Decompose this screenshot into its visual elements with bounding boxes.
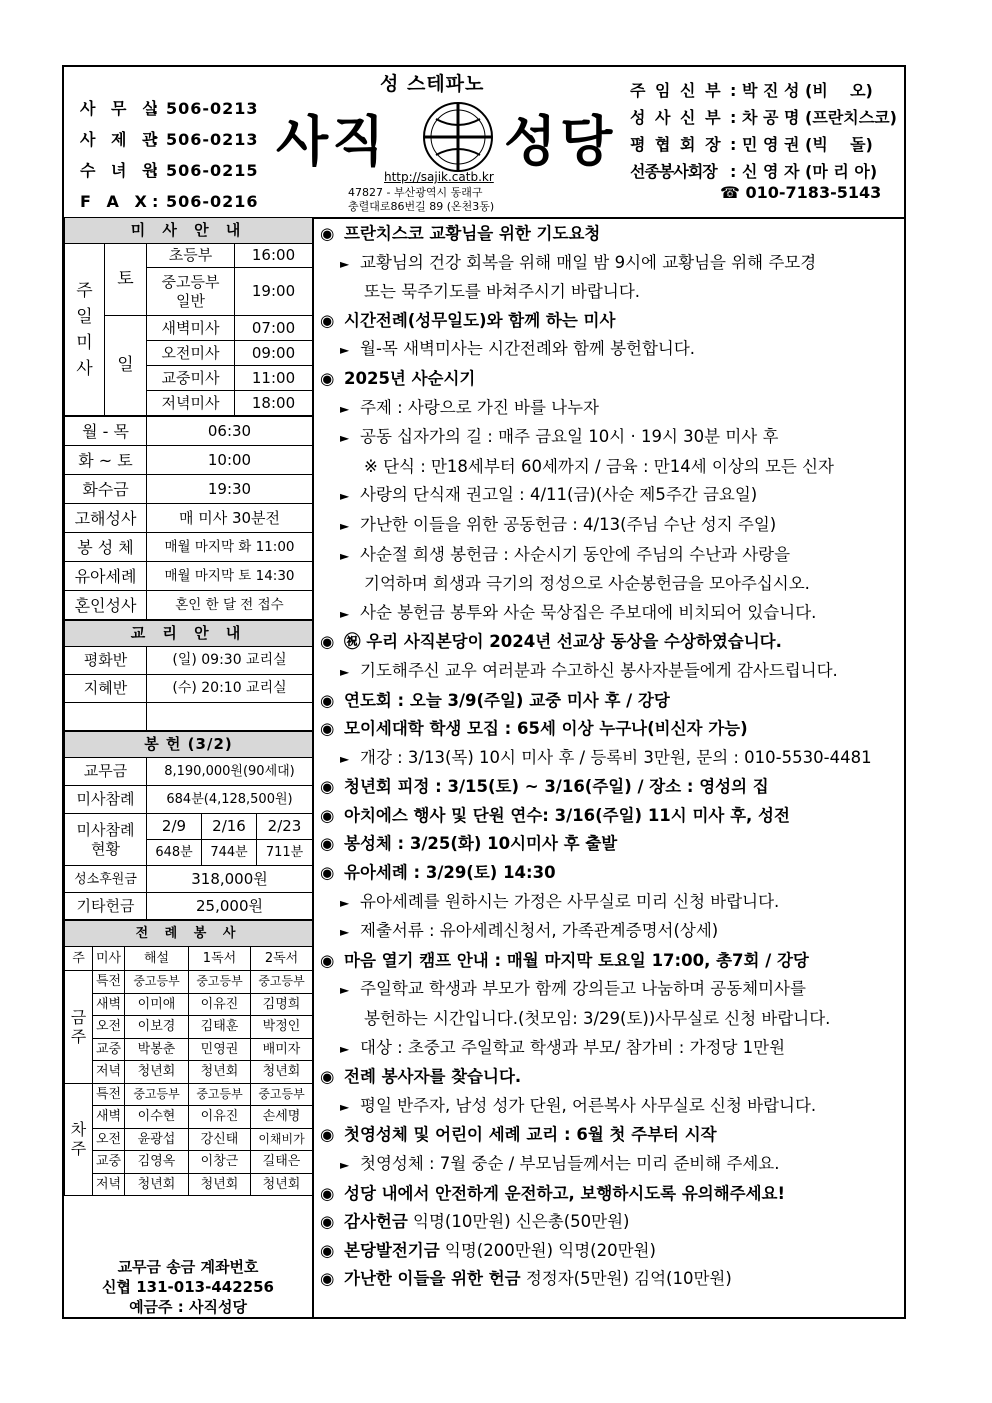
contact-label: 사 무 실 bbox=[80, 99, 163, 118]
staff-value: : 신 영 자 (마 리 아) bbox=[730, 162, 878, 181]
liturgy-cell: 청년회 bbox=[125, 1173, 189, 1196]
weekday-mass-name: 고해성사 bbox=[65, 504, 147, 533]
doctrine-class: 평화반 bbox=[65, 647, 147, 675]
bullet-icon: ◉ bbox=[320, 834, 335, 854]
bullet-icon: ◉ bbox=[320, 224, 335, 243]
notice-heading bbox=[320, 830, 904, 859]
liturgy-cell: 새벽 bbox=[93, 1106, 125, 1129]
liturgy-cell: 중고등부 bbox=[251, 1083, 313, 1106]
notice-heading bbox=[320, 628, 904, 657]
address-line: 47827 - 부산광역시 동래구 bbox=[348, 186, 483, 199]
notice-heading-text: 아치에스 행사 및 단원 연수: 3/16(주일) 11시 미사 후, 성전 bbox=[344, 805, 790, 825]
phone-number: ☎ 010-7183-5143 bbox=[720, 183, 882, 202]
liturgy-cell: 저녁 bbox=[93, 1061, 125, 1084]
status-count: 711분 bbox=[257, 840, 313, 866]
account-line: 신협 131-013-442256 bbox=[102, 1278, 274, 1296]
liturgy-cell: 이유진 bbox=[189, 1106, 251, 1129]
notice-subitem bbox=[320, 599, 904, 629]
notice-subitem-text: 주제 : 사랑으로 가진 바를 나누자 bbox=[360, 397, 599, 417]
offering-value: 318,000원 bbox=[147, 866, 313, 893]
notice-detail-text: 익명(200만원) 익명(20만원) bbox=[439, 1240, 656, 1260]
notice-subitem bbox=[320, 1150, 904, 1180]
offering-value: 684분(4,128,500원) bbox=[147, 786, 313, 814]
notice-subitem-text: 개강 : 3/13(목) 10시 미사 후 / 등록비 3만원, 문의 : 010-5530-4481 bbox=[360, 747, 872, 767]
offering-table bbox=[64, 731, 313, 920]
notice-subitem bbox=[320, 888, 904, 918]
liturgy-table bbox=[64, 920, 313, 1196]
weekday-mass-name: 혼인성사 bbox=[65, 591, 147, 620]
contact-row bbox=[80, 186, 259, 217]
weekday-mass-table bbox=[64, 416, 313, 620]
church-title-right: 성당 bbox=[504, 110, 617, 173]
liturgy-cell: 중고등부 bbox=[125, 1083, 189, 1106]
mass-time: 16:00 bbox=[235, 244, 313, 268]
liturgy-cell: 청년회 bbox=[189, 1173, 251, 1196]
bullet-icon: ◉ bbox=[320, 1183, 335, 1203]
left-column bbox=[64, 217, 314, 1319]
weekday-mass-name: 화수금 bbox=[65, 475, 147, 504]
notice-heading bbox=[320, 773, 904, 802]
contact-label: 수 녀 원 bbox=[80, 161, 163, 180]
liturgy-cell: 특전 bbox=[93, 1083, 125, 1106]
arrow-icon: ► bbox=[340, 664, 350, 679]
arrow-icon: ► bbox=[340, 401, 350, 416]
staff-label: 성 사 신 부 bbox=[630, 108, 723, 127]
sunday-label: 일 bbox=[105, 316, 147, 416]
liturgy-cell: 이보경 bbox=[125, 1016, 189, 1039]
notice-heading bbox=[320, 365, 904, 394]
liturgy-cell: 저녁 bbox=[93, 1173, 125, 1196]
notice-subitem-text: 사순절 희생 봉헌금 : 사순시기 동안에 주님의 수난과 사랑을 bbox=[360, 544, 791, 564]
contact-label: F A X bbox=[80, 192, 152, 211]
bullet-icon: ◉ bbox=[320, 1212, 335, 1232]
notice-heading bbox=[320, 1180, 904, 1209]
bullet-icon: ◉ bbox=[320, 1269, 335, 1289]
notice-subitem-text: 유아세례를 원하시는 가정은 사무실로 미리 신청 바랍니다. bbox=[360, 891, 780, 911]
notice-heading bbox=[320, 859, 904, 888]
arrow-icon: ► bbox=[340, 606, 350, 621]
bullet-icon: ◉ bbox=[320, 368, 335, 388]
liturgy-cell: 특전 bbox=[93, 971, 125, 994]
mass-section-title: 미 사 안 내 bbox=[65, 218, 313, 244]
notice-subitem bbox=[320, 249, 904, 279]
liturgy-cell: 배미자 bbox=[251, 1038, 313, 1061]
notice-heading bbox=[320, 1237, 904, 1266]
doctrine-time: (수) 20:10 교리실 bbox=[147, 675, 313, 703]
church-url-link[interactable]: http://sajik.catb.kr bbox=[384, 170, 494, 184]
notice-subitem bbox=[320, 541, 904, 571]
notice-heading-text: 연도회 : 오늘 3/9(주일) 교중 미사 후 / 강당 bbox=[344, 690, 670, 710]
contact-value: : 506-0213 bbox=[152, 130, 259, 149]
offering-label: 기타헌금 bbox=[65, 893, 147, 920]
notice-continuation-text: 봉헌하는 시간입니다.(첫모임: 3/29(토))사무실로 신청 바랍니다. bbox=[364, 1009, 831, 1029]
bullet-icon: ◉ bbox=[320, 950, 335, 970]
notice-continuation bbox=[320, 278, 904, 307]
offering-value: 25,000원 bbox=[147, 893, 313, 920]
liturgy-header: 주 bbox=[65, 947, 93, 971]
notice-heading-text: 유아세례 : 3/29(토) 14:30 bbox=[344, 863, 556, 883]
liturgy-cell: 오전 bbox=[93, 1016, 125, 1039]
offering-label: 교무금 bbox=[65, 758, 147, 786]
notice-heading-text: 전례 봉사자를 찾습니다. bbox=[344, 1067, 522, 1087]
liturgy-cell: 박정인 bbox=[251, 1016, 313, 1039]
address-line: 충렬대로86번길 89 (온천3동) bbox=[348, 200, 495, 213]
staff-label: 주 임 신 부 bbox=[630, 81, 723, 100]
liturgy-header: 미사 bbox=[93, 947, 125, 971]
notice-heading-text: 시간전례(성무일도)와 함께 하는 미사 bbox=[344, 310, 616, 330]
doctrine-time: (일) 09:30 교리실 bbox=[147, 647, 313, 675]
arrow-icon: ► bbox=[340, 925, 350, 940]
notice-subitem-text: 사랑의 단식재 권고일 : 4/11(금)(사순 제5주간 금요일) bbox=[360, 485, 758, 505]
staff-value: : 박 진 성 (비 오) bbox=[730, 81, 873, 100]
notice-subitem-text: 대상 : 초중고 주일학교 학생과 부모/ 참가비 : 가정당 1만원 bbox=[360, 1037, 786, 1057]
offering-label: 미사참례 현황 bbox=[65, 814, 147, 866]
offering-section-title: 봉 헌 (3/2) bbox=[65, 732, 313, 758]
notice-heading-text: 성당 내에서 안전하게 운전하고, 보행하시도록 유의해주세요! bbox=[344, 1183, 785, 1203]
doctrine-time bbox=[147, 703, 313, 731]
mass-name: 저녁미사 bbox=[147, 391, 235, 416]
weekday-mass-time: 매월 마지막 화 11:00 bbox=[147, 533, 313, 562]
liturgy-header: 2독서 bbox=[251, 947, 313, 971]
notice-heading-text: 가난한 이들을 위한 헌금 bbox=[344, 1269, 521, 1289]
notice-subitem bbox=[320, 1092, 904, 1122]
contact-row bbox=[80, 155, 259, 186]
doctrine-class bbox=[65, 703, 147, 731]
notice-heading bbox=[320, 1208, 904, 1237]
notice-heading-text: 봉성체 : 3/25(화) 10시미사 후 출발 bbox=[344, 834, 618, 854]
notice-subitem bbox=[320, 481, 904, 511]
staff-list bbox=[630, 77, 897, 185]
arrow-icon: ► bbox=[340, 983, 350, 998]
mass-name: 교중미사 bbox=[147, 366, 235, 391]
mass-time: 11:00 bbox=[235, 366, 313, 391]
bullet-icon: ◉ bbox=[320, 863, 335, 883]
mass-time: 09:00 bbox=[235, 341, 313, 366]
liturgy-cell: 중고등부 bbox=[189, 971, 251, 994]
notice-continuation-text: 또는 묵주기도를 바쳐주시기 바랍니다. bbox=[364, 282, 641, 302]
liturgy-cell: 청년회 bbox=[251, 1061, 313, 1084]
liturgy-cell: 교중 bbox=[93, 1038, 125, 1061]
doctrine-section-title: 교 리 안 내 bbox=[65, 621, 313, 647]
mass-name: 오전미사 bbox=[147, 341, 235, 366]
notice-subitem-text: 가난한 이들을 위한 공동헌금 : 4/13(주님 수난 성지 주일) bbox=[360, 514, 777, 534]
notice-subitem bbox=[320, 1034, 904, 1064]
staff-row bbox=[630, 104, 897, 131]
notice-heading-text: 프란치스코 교황님을 위한 기도요청 bbox=[344, 224, 601, 243]
weekday-mass-name: 화 ~ 토 bbox=[65, 446, 147, 475]
staff-row bbox=[630, 131, 897, 158]
liturgy-cell: 중고등부 bbox=[189, 1083, 251, 1106]
notice-subitem bbox=[320, 975, 904, 1005]
contact-row bbox=[80, 124, 259, 155]
liturgy-cell: 길태은 bbox=[251, 1151, 313, 1174]
liturgy-cell: 중고등부 bbox=[251, 971, 313, 994]
notice-subitem bbox=[320, 917, 904, 947]
account-line: 교무금 송금 계좌번호 bbox=[117, 1258, 259, 1276]
staff-row bbox=[630, 77, 897, 104]
church-small-title: 성 스테파노 bbox=[380, 73, 485, 95]
contact-value: : 506-0213 bbox=[152, 99, 259, 118]
notice-heading-text: 본당발전기금 bbox=[344, 1240, 440, 1260]
account-line: 예금주 : 사직성당 bbox=[129, 1298, 247, 1316]
notice-subitem bbox=[320, 394, 904, 424]
notice-detail-text: 익명(10만원) 신은총(50만원) bbox=[407, 1212, 630, 1232]
liturgy-cell: 윤광섭 bbox=[125, 1128, 189, 1151]
arrow-icon: ► bbox=[340, 548, 350, 563]
status-date: 2/23 bbox=[257, 814, 313, 840]
weekday-mass-time: 19:30 bbox=[147, 475, 313, 504]
arrow-icon: ► bbox=[340, 751, 350, 766]
notice-heading-text: 청년회 피정 : 3/15(토) ~ 3/16(주일) / 장소 : 영성의 집 bbox=[344, 777, 769, 797]
status-count: 648분 bbox=[147, 840, 202, 866]
notice-subitem bbox=[320, 335, 904, 365]
staff-label: 선종봉사회장 bbox=[630, 162, 717, 181]
status-date: 2/16 bbox=[202, 814, 257, 840]
mass-time: 18:00 bbox=[235, 391, 313, 416]
notice-heading bbox=[320, 802, 904, 831]
weekday-mass-time: 매 미사 30분전 bbox=[147, 504, 313, 533]
mass-name: 초등부 bbox=[147, 244, 235, 268]
church-address bbox=[348, 186, 494, 214]
arrow-icon: ► bbox=[340, 343, 350, 358]
mass-time: 07:00 bbox=[235, 316, 313, 341]
liturgy-cell: 이수현 bbox=[125, 1106, 189, 1129]
mass-time: 19:00 bbox=[235, 268, 313, 316]
church-title-left: 사직 bbox=[276, 110, 389, 173]
arrow-icon: ► bbox=[340, 1158, 350, 1172]
notice-subitem-text: 제출서류 : 유아세례신청서, 가족관계증명서(상세) bbox=[360, 921, 719, 941]
liturgy-cell: 오전 bbox=[93, 1128, 125, 1151]
notice-heading-text: 감사헌금 bbox=[344, 1212, 408, 1232]
saturday-label: 토 bbox=[105, 244, 147, 316]
status-date: 2/9 bbox=[147, 814, 202, 840]
liturgy-cell: 이창근 bbox=[189, 1151, 251, 1174]
liturgy-week-label: 차 주 bbox=[65, 1083, 93, 1196]
offering-label: 미사참례 bbox=[65, 786, 147, 814]
liturgy-header: 1독서 bbox=[189, 947, 251, 971]
mass-name: 새벽미사 bbox=[147, 316, 235, 341]
contact-value: : 506-0216 bbox=[152, 192, 259, 211]
notice-heading bbox=[320, 1063, 904, 1092]
liturgy-cell: 손세명 bbox=[251, 1106, 313, 1129]
liturgy-cell: 강신태 bbox=[189, 1128, 251, 1151]
notice-subitem bbox=[320, 423, 904, 453]
bullet-icon: ◉ bbox=[320, 1125, 335, 1145]
arrow-icon: ► bbox=[340, 518, 350, 533]
notice-note-text: ※ 단식 : 만18세부터 60세까지 / 금육 : 만14세 이상의 모든 신자 bbox=[364, 456, 834, 476]
arrow-icon: ► bbox=[340, 256, 350, 271]
notice-heading bbox=[320, 687, 904, 716]
notice-continuation-text: 기억하며 희생과 극기의 정성으로 사순봉헌금을 모아주십시오. bbox=[364, 574, 810, 594]
weekday-mass-name: 봉 성 체 bbox=[65, 533, 147, 562]
bullet-icon: ◉ bbox=[320, 632, 335, 652]
status-count: 744분 bbox=[202, 840, 257, 866]
weekday-mass-time: 혼인 한 달 전 접수 bbox=[147, 591, 313, 620]
liturgy-cell: 김영옥 bbox=[125, 1151, 189, 1174]
notice-heading bbox=[320, 947, 904, 976]
liturgy-cell: 교중 bbox=[93, 1151, 125, 1174]
mass-table bbox=[64, 217, 313, 416]
doctrine-class: 지혜반 bbox=[65, 675, 147, 703]
liturgy-cell: 박봉춘 bbox=[125, 1038, 189, 1061]
doctrine-table bbox=[64, 620, 313, 731]
notice-heading bbox=[320, 307, 904, 336]
contact-list bbox=[80, 93, 259, 217]
notice-heading bbox=[320, 220, 904, 249]
arrow-icon: ► bbox=[340, 1041, 350, 1056]
staff-row bbox=[630, 158, 897, 185]
notice-subitem-text: 첫영성체 : 7월 중순 / 부모님들께서는 미리 준비해 주세요. bbox=[360, 1154, 780, 1173]
liturgy-week-label: 금 주 bbox=[65, 971, 93, 1084]
offering-label: 성소후원금 bbox=[65, 866, 147, 893]
weekend-mass-label: 주 일 미 사 bbox=[65, 244, 105, 416]
bullet-icon: ◉ bbox=[320, 805, 335, 825]
weekday-mass-time: 매월 마지막 토 14:30 bbox=[147, 562, 313, 591]
notice-heading-text: 2025년 사순시기 bbox=[344, 368, 476, 388]
staff-value: : 차 공 명 (프란치스코) bbox=[730, 108, 897, 127]
notice-subitem-text: 주일학교 학생과 부모가 함께 강의듣고 나눔하며 공동체미사를 bbox=[360, 979, 806, 999]
notice-heading bbox=[320, 715, 904, 744]
notice-heading-text: 마음 열기 캠프 안내 : 매월 마지막 토요일 17:00, 총7회 / 강당 bbox=[344, 950, 809, 970]
notice-subitem-text: 사순 봉헌금 봉투와 사순 묵상집은 주보대에 비치되어 있습니다. bbox=[360, 602, 817, 622]
contact-value: : 506-0215 bbox=[152, 161, 259, 180]
liturgy-cell: 김태훈 bbox=[189, 1016, 251, 1039]
header bbox=[64, 67, 904, 219]
notice-subitem-text: 월-목 새벽미사는 시간전례와 함께 봉헌합니다. bbox=[360, 339, 696, 359]
liturgy-cell: 청년회 bbox=[189, 1061, 251, 1084]
notice-subitem-text: 교황님의 건강 회복을 위해 매일 밤 9시에 교황님을 위해 주모경 bbox=[360, 252, 817, 272]
notice-heading bbox=[320, 1121, 904, 1150]
liturgy-header: 해설 bbox=[125, 947, 189, 971]
arrow-icon: ► bbox=[340, 489, 350, 504]
arrow-icon: ► bbox=[340, 431, 350, 446]
notice-subitem bbox=[320, 511, 904, 541]
staff-label: 평 협 회 장 bbox=[630, 135, 723, 154]
bullet-icon: ◉ bbox=[320, 310, 335, 330]
liturgy-section-title: 전 례 봉 사 bbox=[65, 921, 313, 947]
notice-subitem bbox=[320, 744, 904, 774]
bulletin-frame bbox=[62, 65, 906, 1319]
weekday-mass-name: 유아세례 bbox=[65, 562, 147, 591]
notice-note bbox=[320, 453, 904, 482]
notice-subitem-text: 기도해주신 교우 여러분과 수고하신 봉사자분들에게 감사드립니다. bbox=[360, 660, 838, 680]
arrow-icon: ► bbox=[340, 1099, 350, 1114]
notice-subitem-text: 공동 십자가의 길 : 매주 금요일 10시 · 19시 30분 미사 후 bbox=[360, 427, 779, 447]
liturgy-cell: 중고등부 bbox=[125, 971, 189, 994]
weekday-mass-time: 06:30 bbox=[147, 417, 313, 446]
notice-subitem-text: 평일 반주자, 남성 성가 단원, 어른복사 사무실로 신청 바랍니다. bbox=[360, 1095, 817, 1115]
notice-subitem bbox=[320, 657, 904, 687]
notice-detail-text: 정정자(5만원) 김억(10만원) bbox=[520, 1269, 732, 1289]
weekday-mass-name: 월 - 목 bbox=[65, 417, 147, 446]
liturgy-cell: 이미애 bbox=[125, 993, 189, 1016]
notice-column bbox=[320, 220, 904, 1294]
liturgy-cell: 새벽 bbox=[93, 993, 125, 1016]
liturgy-cell: 이채비가 bbox=[251, 1128, 313, 1151]
liturgy-cell: 김명희 bbox=[251, 993, 313, 1016]
notice-continuation bbox=[320, 1005, 904, 1034]
arrow-icon: ► bbox=[340, 895, 350, 910]
notice-heading bbox=[320, 1265, 904, 1294]
bullet-icon: ◉ bbox=[320, 1067, 335, 1087]
account-info bbox=[64, 1257, 312, 1317]
staff-value: : 민 영 권 (빅 돌) bbox=[730, 135, 873, 154]
bullet-icon: ◉ bbox=[320, 690, 335, 710]
bullet-icon: ◉ bbox=[320, 719, 335, 739]
contact-label: 사 제 관 bbox=[80, 130, 163, 149]
bullet-icon: ◉ bbox=[320, 777, 335, 797]
weekday-mass-time: 10:00 bbox=[147, 446, 313, 475]
church-logo-icon bbox=[418, 97, 498, 177]
notice-continuation bbox=[320, 570, 904, 599]
liturgy-cell: 이유진 bbox=[189, 993, 251, 1016]
liturgy-cell: 민영권 bbox=[189, 1038, 251, 1061]
notice-heading-text: 첫영성체 및 어린이 세례 교리 : 6월 첫 주부터 시작 bbox=[344, 1125, 717, 1145]
offering-value: 8,190,000원(90세대) bbox=[147, 758, 313, 786]
liturgy-cell: 청년회 bbox=[125, 1061, 189, 1084]
notice-heading-text: 모이세대학 학생 모집 : 65세 이상 누구나(비신자 가능) bbox=[344, 719, 748, 739]
bullet-icon: ◉ bbox=[320, 1240, 335, 1260]
mass-name: 중고등부 일반 bbox=[147, 268, 235, 316]
liturgy-cell: 청년회 bbox=[251, 1173, 313, 1196]
notice-heading-text: ㊗ 우리 사직본당이 2024년 선교상 동상을 수상하였습니다. bbox=[344, 632, 782, 652]
contact-row bbox=[80, 93, 259, 124]
